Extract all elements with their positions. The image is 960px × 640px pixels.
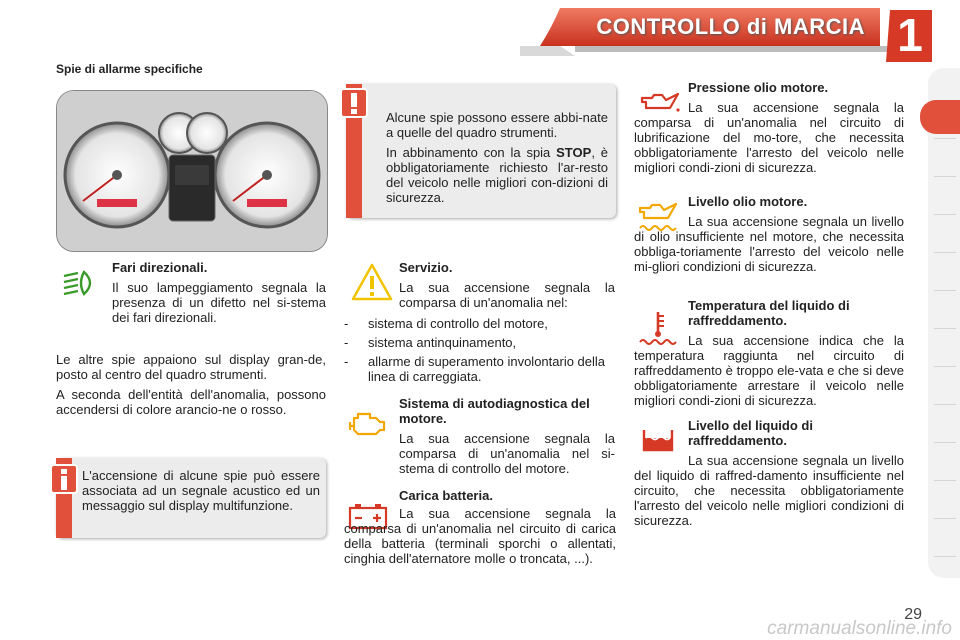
tab-divider <box>934 328 956 329</box>
servizio-list-item-1: sistema di controllo del motore, <box>368 316 548 331</box>
page-number: 29 <box>904 606 922 623</box>
temperatura-title: Temperatura del liquido di raffreddamento. <box>688 298 850 328</box>
warning-notice-text <box>386 110 608 205</box>
pressione-olio-title: Pressione olio motore. <box>688 80 829 95</box>
livello-olio-text: La sua accensione segnala un livello di olio insufficiente nel motore, che necessita obbliga-toriamente l'arresto del veicolo nelle mi-gliori condizioni di sicurezza. <box>634 214 904 274</box>
livello-liquido-text: La sua accensione segnala un livello del liquido di raffred-damento insufficiente nel circuito, che necessita obbligatoriamente l'arresto del veicolo nelle migliori condizioni di sicurezza. <box>634 453 904 528</box>
tab-divider <box>934 176 956 177</box>
servizio-list-item-3: allarme di superamento involontario della linea di carreggiata. <box>368 354 606 384</box>
instrument-cluster-illustration <box>56 90 328 252</box>
list-item: - sistema di controllo del motore, <box>344 316 548 331</box>
livello-olio-block <box>634 194 904 274</box>
chapter-number: 1 <box>897 9 923 61</box>
warning-text-2-end: , è obbligatoriamente richiesto l'ar-resto del veicolo nelle migliori con-dizioni di sicurezza. <box>386 145 608 205</box>
autodiagnostica-title: Sistema di autodiagnostica del motore. <box>399 396 590 426</box>
left-text-1: Le altre spie appaiono sul display gran-de, posto al centro del quadro strumenti. <box>56 352 326 382</box>
tab-divider <box>934 556 956 557</box>
tab-divider <box>934 138 956 139</box>
temperatura-text: La sua accensione indica che la temperatura raggiunta nel circuito di raffreddamento è troppo ele-vata e che si deve obbligatoriamente arrestare il veicolo nelle migliori condi-zioni di sicurezza. <box>634 333 904 408</box>
servizio-block <box>399 260 615 310</box>
fari-text: Il suo lampeggiamento segnala la presenza di un difetto nel si-stema dei fari direzionali. <box>112 280 326 325</box>
livello-olio-title: Livello olio motore. <box>688 194 808 209</box>
list-item: - sistema antinquinamento, <box>344 335 517 350</box>
engine-icon <box>348 408 388 438</box>
batteria-text: La sua accensione segnala la comparsa di un'anomalia nel circuito di carica della batteria (terminali sporchi o allentati, cinghia dell'aternatore molle o troncata, ...). <box>344 506 616 566</box>
chapter-title: CONTROLLO di MARCIA <box>596 14 865 39</box>
info-icon <box>50 464 78 494</box>
tab-divider <box>934 214 956 215</box>
warning-text-2-start: In abbinamento con la spia <box>386 145 557 160</box>
tab-divider <box>934 404 956 405</box>
pressione-olio-text: La sua accensione segnala la comparsa di un'anomalia nel circuito di lubrificazione del mo-tore, che necessita obbligatoriamente l'arresto del veicolo nelle migliori condi-zioni di sicurezza. <box>634 100 904 175</box>
section-title: Spie di allarme specifiche <box>56 62 203 76</box>
autodiagnostica-block <box>399 396 615 476</box>
exclamation-icon <box>340 88 368 118</box>
pressione-olio-block <box>634 80 904 175</box>
tab-divider <box>934 366 956 367</box>
watermark-text: carmanualsonline.info <box>767 618 952 639</box>
info-notice-text-wrap <box>82 468 320 513</box>
fari-block <box>112 260 326 325</box>
livello-liquido-block <box>634 418 904 528</box>
left-text-2: A seconda dell'entità dell'anomalia, possono accendersi di colore arancio-ne o rosso. <box>56 387 326 417</box>
list-item: - allarme di superamento involontario della linea di carreggiata. <box>344 354 616 384</box>
autodiagnostica-text: La sua accensione segnala la comparsa di un'anomalia nel si-stema di controllo del motore. <box>399 431 615 476</box>
tab-divider <box>934 518 956 519</box>
batteria-text-wrap <box>344 506 616 566</box>
servizio-title: Servizio. <box>399 260 453 275</box>
servizio-list-item-2: sistema antinquinamento, <box>368 335 517 350</box>
batteria-title: Carica batteria. <box>399 488 493 503</box>
chapter-thumb-tabs <box>928 68 960 578</box>
temperatura-block <box>634 298 904 408</box>
stop-keyword: STOP <box>556 145 592 160</box>
tab-divider <box>934 480 956 481</box>
tab-divider <box>934 252 956 253</box>
fari-title: Fari direzionali. <box>112 260 208 275</box>
tab-divider <box>934 442 956 443</box>
warning-text-1: Alcune spie possono essere abbi-nate a quelle del quadro strumenti. <box>386 110 608 140</box>
batteria-block <box>399 488 615 503</box>
active-chapter-tab[interactable] <box>920 100 960 134</box>
left-text-block <box>56 352 326 417</box>
tab-divider <box>934 290 956 291</box>
info-notice-text: L'accensione di alcune spie può essere associata ad un segnale acustico ed un messaggio sul display multifunzione. <box>82 468 320 513</box>
servizio-text: La sua accensione segnala la comparsa di un'anomalia nel: <box>399 280 615 310</box>
headlight-beam-icon <box>60 268 100 298</box>
livello-liquido-title: Livello del liquido di raffreddamento. <box>688 418 813 448</box>
warning-text-2 <box>386 145 608 205</box>
warning-triangle-icon <box>350 262 394 302</box>
servizio-list <box>344 316 616 384</box>
